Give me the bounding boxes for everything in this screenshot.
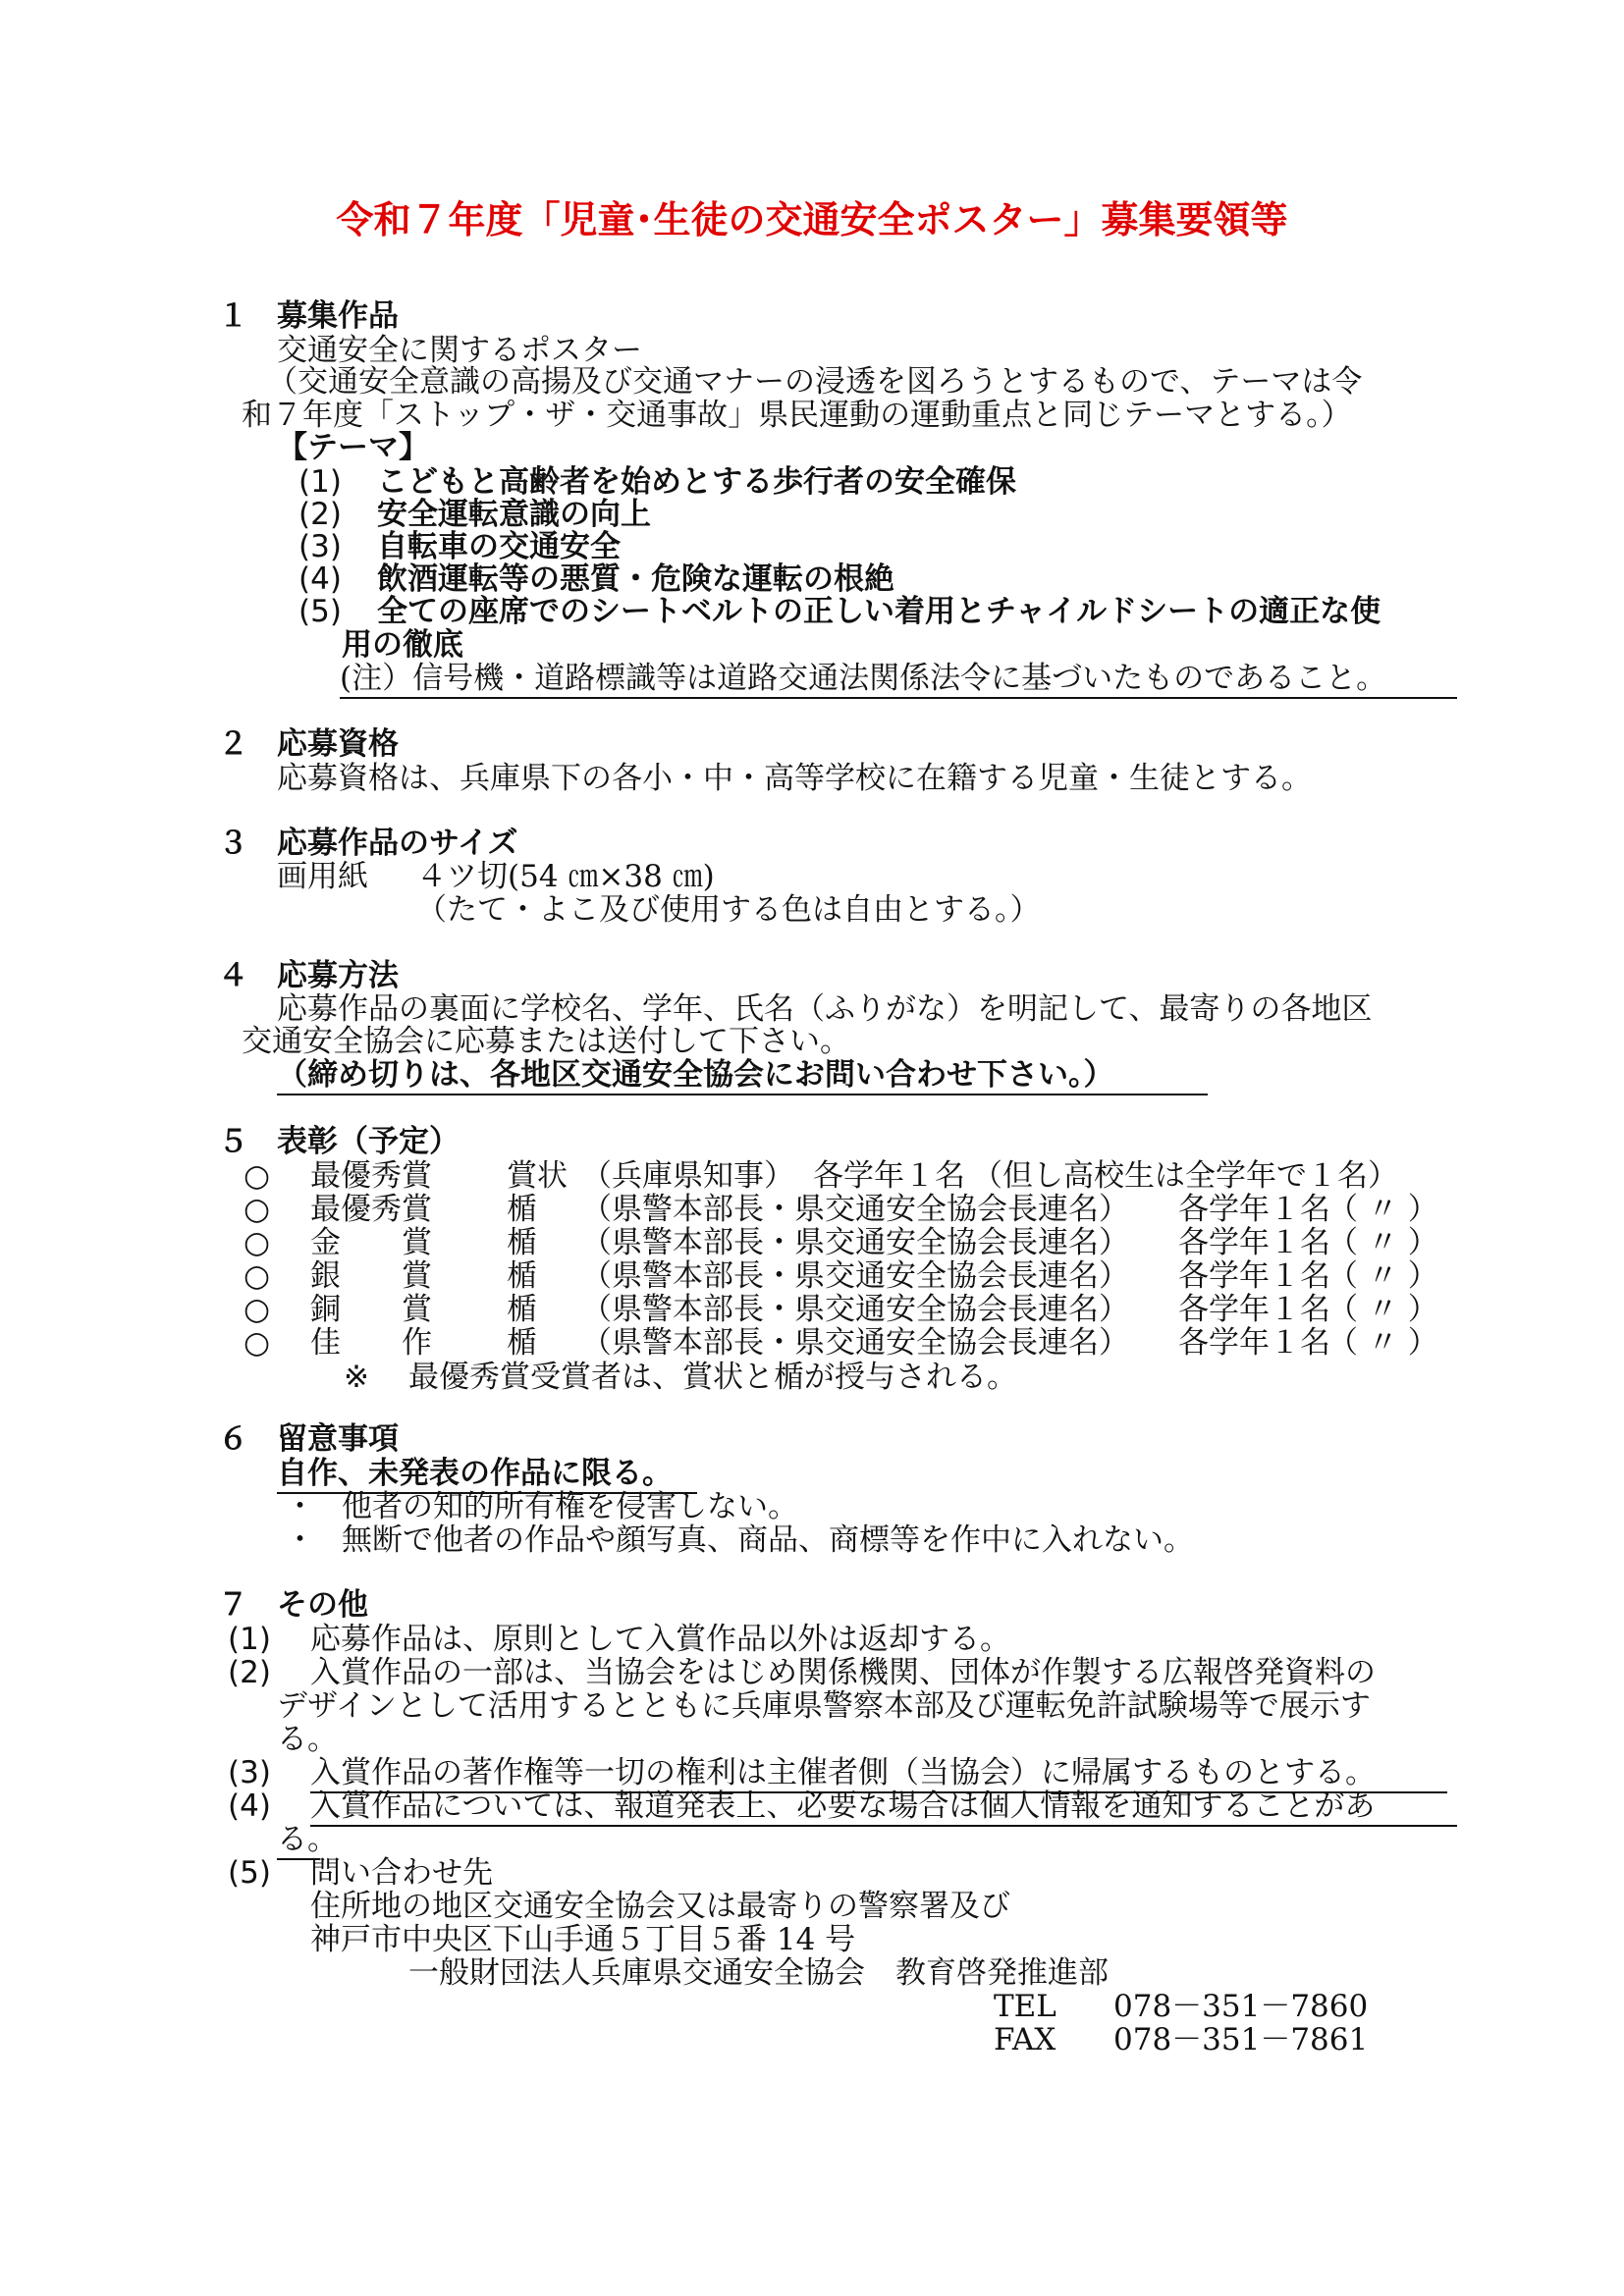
- s7-item-2-line-1: 入賞作品の一部は、当協会をはじめ関係機関、団体が作製する広報啓発資料の: [310, 1655, 1376, 1690]
- s7-item-1: 応募作品は、原則として入賞作品以外は返却する。: [310, 1622, 1010, 1657]
- s7-item-4-number: (4): [228, 1789, 271, 1824]
- award-2-note: （ 〃 ）: [1327, 1192, 1438, 1227]
- s7-item-5-number: (5): [228, 1855, 271, 1891]
- section-5-number: ５: [218, 1124, 248, 1159]
- s7-item-4-line-1: 入賞作品については、報道発表上、必要な場合は個人情報を通知することがあ: [310, 1789, 1376, 1824]
- section-1-number: １: [218, 298, 248, 334]
- award-3-note: （ 〃 ）: [1327, 1225, 1438, 1260]
- section-6-heading: 留意事項: [277, 1421, 399, 1457]
- s6-bullet-1-mark: ・: [285, 1489, 315, 1524]
- s1-line-2: （交通安全意識の高揚及び交通マナーの浸透を図ろうとするもので、テーマは令: [267, 364, 1363, 400]
- award-4-count: 各学年１名: [1178, 1258, 1330, 1294]
- theme-1-number: (1): [298, 464, 342, 500]
- s4-line-2: 交通安全協会に応募または送付して下さい。: [242, 1024, 850, 1059]
- s7-department: 教育啓発推進部: [895, 1955, 1109, 1991]
- theme-2-text: 安全運転意識の向上: [377, 497, 651, 532]
- s7-organization: 一般財団法人兵庫県交通安全協会: [408, 1955, 865, 1991]
- fax-label: FAX: [994, 2022, 1056, 2057]
- award-4-giver: （県警本部長・県交通安全協会長連名）: [581, 1258, 1129, 1294]
- document-title: 令和７年度「児童･生徒の交通安全ポスター」募集要領等: [336, 198, 1288, 241]
- award-3-name: 金 賞: [310, 1225, 432, 1260]
- section-4-heading: 応募方法: [277, 958, 399, 993]
- section-6-number: ６: [218, 1421, 248, 1457]
- s3-paper-size: ４ツ切(54 ㎝×38 ㎝): [416, 859, 715, 894]
- award-2-giver: （県警本部長・県交通安全協会長連名）: [581, 1192, 1129, 1227]
- section-5-heading: 表彰（予定）: [277, 1124, 460, 1159]
- theme-4-text: 飲酒運転等の悪質・危険な運転の根絶: [377, 561, 894, 597]
- award-5-giver: （県警本部長・県交通安全協会長連名）: [581, 1292, 1129, 1327]
- s4-deadline-underline: [277, 1094, 1208, 1095]
- award-6-giver: （県警本部長・県交通安全協会長連名）: [581, 1325, 1129, 1361]
- s1-line-1: 交通安全に関するポスター: [277, 333, 642, 368]
- s7-contact-line-1: 住所地の地区交通安全協会又は最寄りの警察署及び: [310, 1889, 1010, 1924]
- section-7-number: ７: [218, 1587, 248, 1623]
- section-1-heading: 募集作品: [277, 298, 399, 334]
- s1-note: (注）信号機・道路標識等は道路交通法関係法令に基づいたものであること。: [340, 661, 1387, 696]
- theme-4-number: (4): [298, 561, 342, 597]
- theme-5-text: 全ての座席でのシートベルトの正しい着用とチャイルドシートの適正な使: [377, 594, 1381, 629]
- s7-item-3: 入賞作品の著作権等一切の権利は主催者側（当協会）に帰属するものとする。: [310, 1755, 1376, 1790]
- theme-2-number: (2): [298, 497, 342, 532]
- s3-line-2: （たて・よこ及び使用する色は自由とする。）: [416, 892, 1041, 928]
- award-5-name: 銅 賞: [310, 1292, 432, 1327]
- award-4-prize: 楯: [507, 1258, 537, 1294]
- award-6-count: 各学年１名: [1178, 1325, 1330, 1361]
- s6-bullet-2: 無断で他者の作品や顔写真、商品、商標等を作中に入れない。: [342, 1522, 1194, 1558]
- award-4-note: （ 〃 ）: [1327, 1258, 1438, 1294]
- s6-bullet-1: 他者の知的所有権を侵害しない。: [342, 1489, 798, 1524]
- section-2-number: ２: [218, 726, 248, 762]
- s4-line-1: 応募作品の裏面に学校名、学年、氏名（ふりがな）を明記して、最寄りの各地区: [277, 991, 1373, 1027]
- section-3-heading: 応募作品のサイズ: [277, 826, 518, 861]
- award-5-prize: 楯: [507, 1292, 537, 1327]
- s7-item-5: 問い合わせ先: [310, 1855, 493, 1891]
- award-1-count: 各学年１名: [813, 1158, 965, 1194]
- section-3-number: ３: [218, 826, 248, 861]
- theme-label: 【テーマ】: [277, 430, 429, 465]
- section-7-heading: その他: [277, 1587, 368, 1623]
- s7-item-2-line-3: る。: [277, 1722, 338, 1757]
- s7-item-1-number: (1): [228, 1622, 271, 1657]
- theme-1-text: こどもと高齢者を始めとする歩行者の安全確保: [377, 464, 1016, 500]
- award-2-name: 最優秀賞: [310, 1192, 432, 1227]
- fax-number: 078－351－7861: [1113, 2022, 1369, 2057]
- theme-3-text: 自転車の交通安全: [377, 529, 621, 564]
- s7-item-2-number: (2): [228, 1655, 271, 1690]
- award-1-prize: 賞状: [507, 1158, 568, 1194]
- s5-footnote: 最優秀賞受賞者は、賞状と楯が授与される。: [408, 1360, 1017, 1395]
- theme-5-continued: 用の徹底: [342, 627, 463, 663]
- award-2-prize: 楯: [507, 1192, 537, 1227]
- s2-line-1: 応募資格は、兵庫県下の各小・中・高等学校に在籍する児童・生徒とする。: [277, 761, 1312, 796]
- s7-contact-address: 神戸市中央区下山手通５丁目５番 14 号: [310, 1922, 856, 1957]
- s7-item-2-line-2: デザインとして活用するとともに兵庫県警察本部及び運転免許試験場等で展示す: [277, 1688, 1371, 1724]
- award-1-note: （但し高校生は全学年で１名）: [972, 1158, 1398, 1194]
- theme-3-number: (3): [298, 529, 342, 564]
- s7-item-4-underline: [310, 1825, 1457, 1827]
- tel-label: TEL: [994, 1989, 1056, 2024]
- award-3-count: 各学年１名: [1178, 1225, 1330, 1260]
- s7-item-3-number: (3): [228, 1755, 271, 1790]
- theme-5-number: (5): [298, 594, 342, 629]
- award-4-name: 銀 賞: [310, 1258, 432, 1294]
- award-5-count: 各学年１名: [1178, 1292, 1330, 1327]
- award-3-prize: 楯: [507, 1225, 537, 1260]
- s1-note-underline: [340, 697, 1457, 699]
- award-6-note: （ 〃 ）: [1327, 1325, 1438, 1361]
- award-3-giver: （県警本部長・県交通安全協会長連名）: [581, 1225, 1129, 1260]
- award-6-prize: 楯: [507, 1325, 537, 1361]
- award-1-name: 最優秀賞: [310, 1158, 432, 1194]
- s7-item-4-line-2: る。: [277, 1822, 338, 1857]
- award-1-mark: ○: [244, 1158, 271, 1194]
- s4-deadline: （締め切りは、各地区交通安全協会にお問い合わせ下さい。）: [277, 1057, 1114, 1093]
- award-6-name: 佳 作: [310, 1325, 432, 1361]
- award-2-count: 各学年１名: [1178, 1192, 1330, 1227]
- section-4-number: ４: [218, 958, 248, 993]
- award-2-mark: ○: [244, 1192, 271, 1227]
- award-3-mark: ○: [244, 1225, 271, 1260]
- s3-paper-label: 画用紙: [277, 859, 368, 894]
- award-4-mark: ○: [244, 1258, 271, 1294]
- award-5-mark: ○: [244, 1292, 271, 1327]
- section-2-heading: 応募資格: [277, 726, 399, 762]
- s6-bullet-2-mark: ・: [285, 1522, 315, 1558]
- s6-line-1: 自作、未発表の作品に限る。: [277, 1456, 673, 1491]
- tel-number: 078－351－7860: [1113, 1989, 1369, 2024]
- award-1-giver: （兵庫県知事）: [581, 1158, 794, 1194]
- s5-footnote-mark: ※: [344, 1360, 369, 1395]
- award-6-mark: ○: [244, 1325, 271, 1361]
- s1-line-3: 和７年度「ストップ・ザ・交通事故」県民運動の運動重点と同じテーマとする。）: [242, 398, 1352, 433]
- award-5-note: （ 〃 ）: [1327, 1292, 1438, 1327]
